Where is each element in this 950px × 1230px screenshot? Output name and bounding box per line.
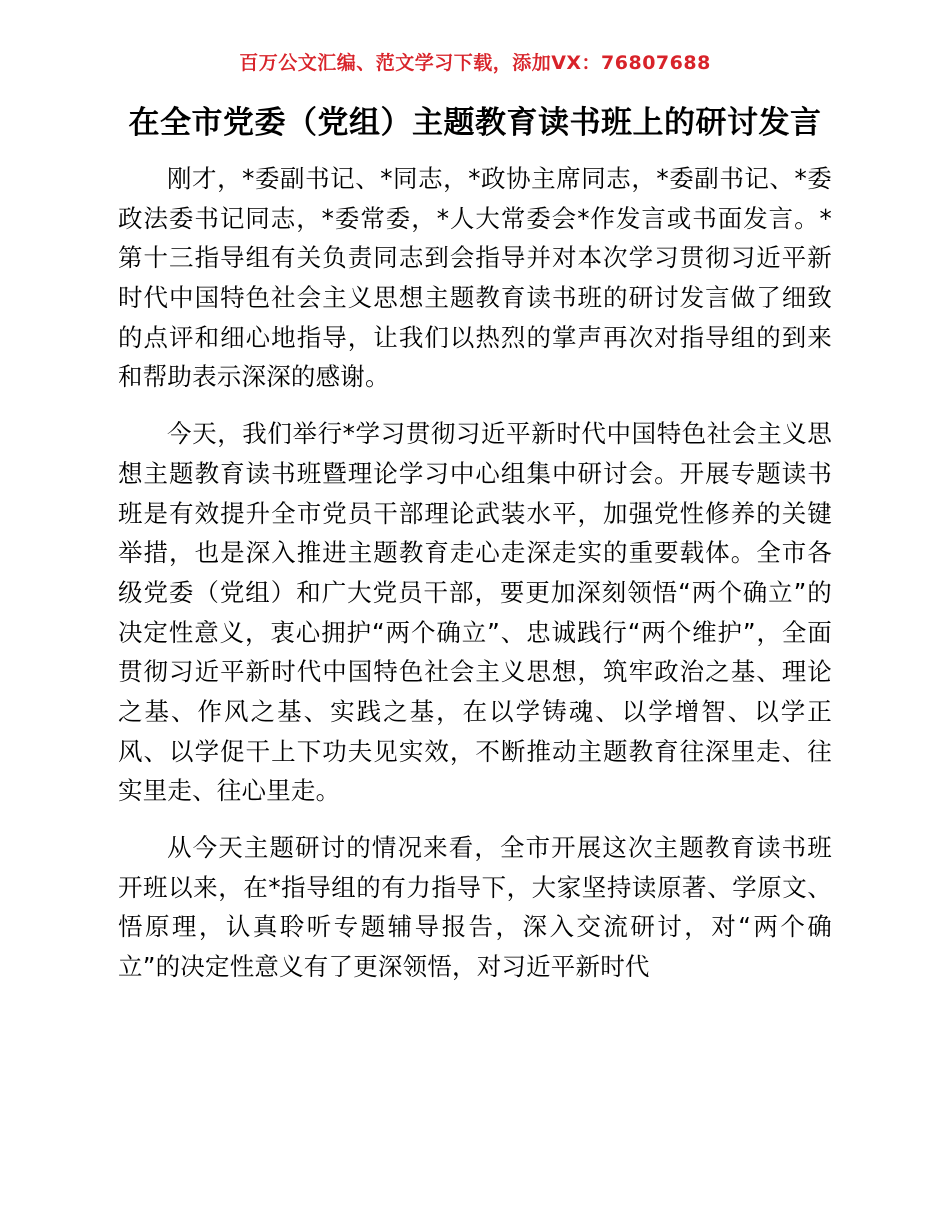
body-paragraph: 刚才，*委副书记、*同志，*政协主席同志，*委副书记、*委政法委书记同志，*委常委，*人大常委会*作发言或书面发言。*第十三指导组有关负责同志到会指导并对本次学习贯彻习近平新时代中国特色社会主义思想主题教育读书班的研讨发言做了细致的点评和细心地指导，让我们以热烈的掌声再次对指导组的到来和帮助表示深深的感谢。 (118, 164, 832, 392)
page-title: 在全市党委（党组）主题教育读书班上的研讨发言 (128, 105, 822, 141)
body-paragraph: 今天，我们举行*学习贯彻习近平新时代中国特色社会主义思想主题教育读书班暨理论学习中心组集中研讨会。开展专题读书班是有效提升全市党员干部理论武装水平，加强党性修养的关键举措，也是深入推进主题教育走心走深走实的重要载体。全市各级党委（党组）和广大党员干部，要更加深刻领悟“两个确立”的决定性意义，衷心拥护“两个确立”、忠诚践行“两个维护”，全面贯彻习近平新时代中国特色社会主义思想，筑牢政治之基、理论之基、作风之基、实践之基，在以学铸魂、以学增智、以学正风、以学促干上下功夫见实效，不断推动主题教育往深里走、往实里走、往心里走。 (118, 419, 832, 806)
watermark-banner: 百万公文汇编、范文学习下载，添加VX：76807688 (239, 52, 711, 74)
body-paragraph: 从今天主题研讨的情况来看，全市开展这次主题教育读书班开班以来，在*指导组的有力指导下，大家坚持读原著、学原文、悟原理，认真聆听专题辅导报告，深入交流研讨，对“两个确立”的决定性意义有了更深领悟，对习近平新时代 (118, 833, 832, 982)
